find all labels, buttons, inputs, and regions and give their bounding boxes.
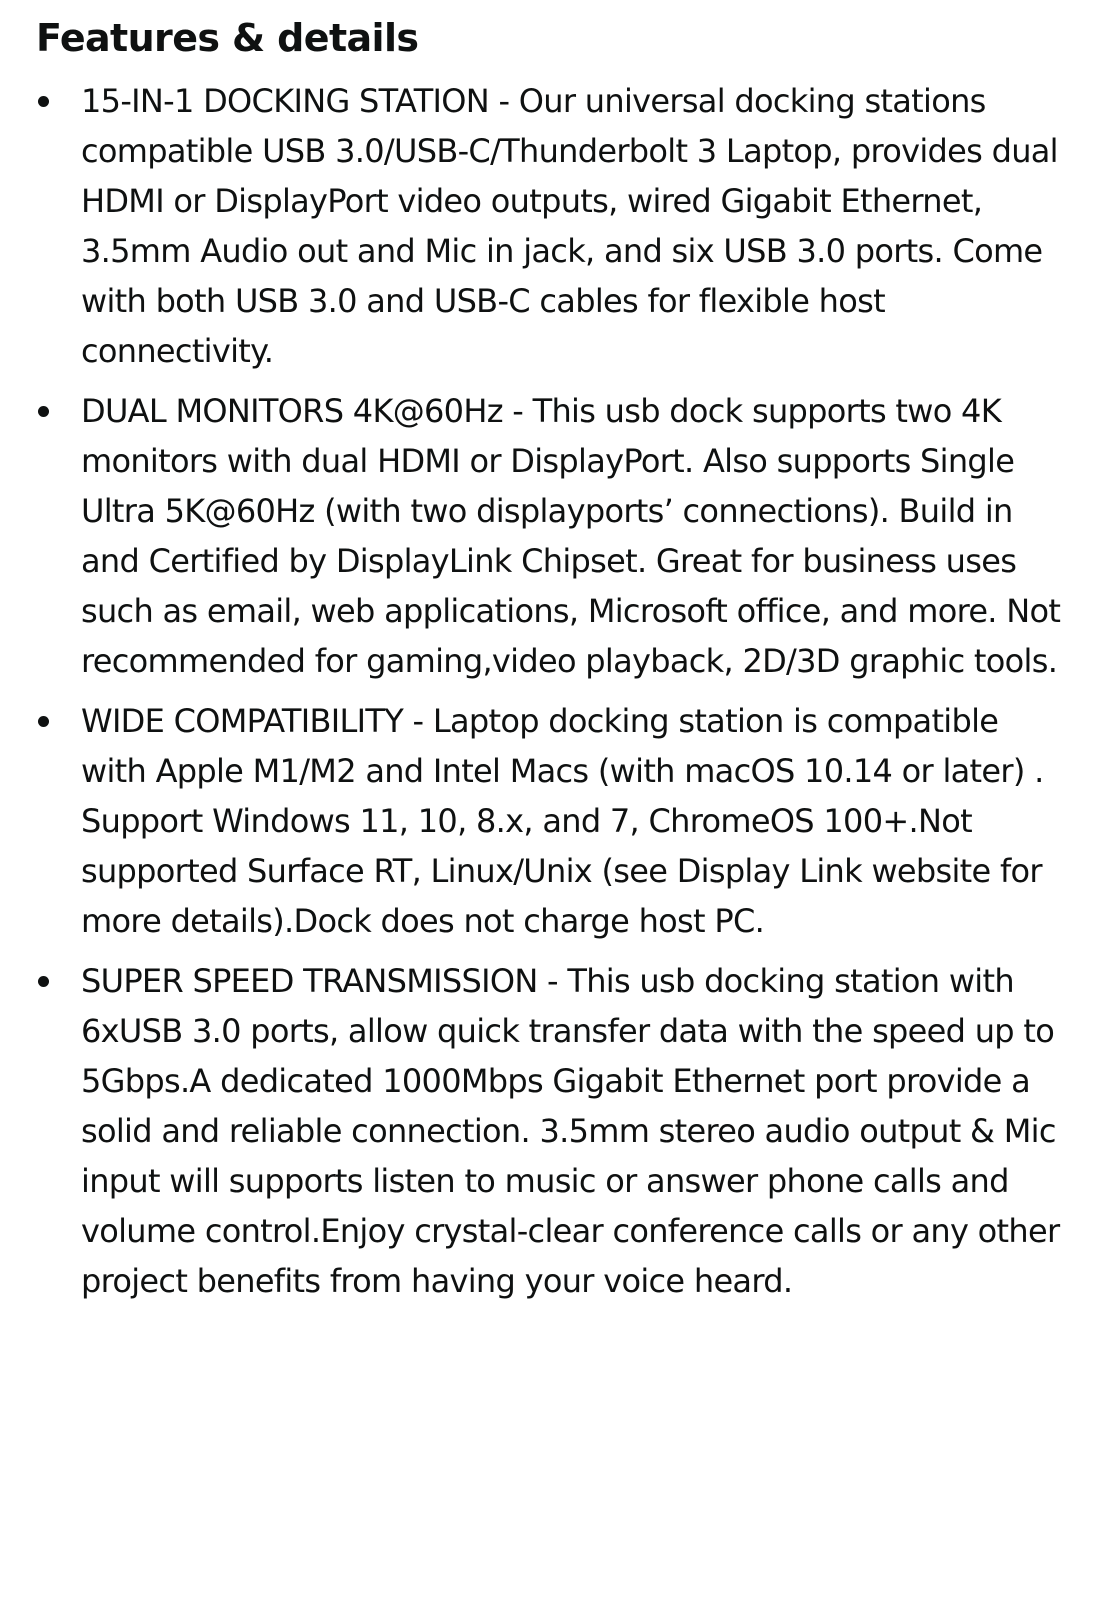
feature-bullet-text: 15-IN-1 DOCKING STATION - Our universal docking stations compatible USB 3.0/USB-C/Thunderbolt 3 Laptop, provides dual HDMI or DisplayPort video outputs, wired Gigabit Ethernet, 3.5mm Audio out and Mic in jack, and six USB 3.0 ports. Come with both USB 3.0 and USB-C cables for flexible host connectivity. xyxy=(81,82,1058,370)
bullet-dot-icon xyxy=(38,96,49,107)
bullet-dot-icon xyxy=(38,976,49,987)
bullet-dot-icon xyxy=(38,406,49,417)
feature-bullet-item xyxy=(36,696,1065,946)
section-title: Features & details xyxy=(36,16,419,60)
feature-bullet-text: DUAL MONITORS 4K@60Hz - This usb dock supports two 4K monitors with dual HDMI or DisplayPort. Also supports Single Ultra 5K@60Hz (with two displayports’ connections). Build in and Certified by DisplayLink Chipset. Great for business uses such as email, web applications, Microsoft office, and more. Not recommended for gaming,video playback, 2D/3D graphic tools. xyxy=(81,392,1061,680)
feature-bullet-list xyxy=(36,76,1065,1306)
feature-bullet-item xyxy=(36,76,1065,376)
feature-bullet-text: WIDE COMPATIBILITY - Laptop docking station is compatible with Apple M1/M2 and Intel Macs (with macOS 10.14 or later) . Support Windows 11, 10, 8.x, and 7, ChromeOS 100+.Not supported Surface RT, Linux/Unix (see Display Link website for more details).Dock does not charge host PC. xyxy=(81,702,1044,940)
bullet-dot-icon xyxy=(38,716,49,727)
feature-bullet-item xyxy=(36,956,1065,1306)
feature-bullet-item xyxy=(36,386,1065,686)
feature-bullet-text: SUPER SPEED TRANSMISSION - This usb docking station with 6xUSB 3.0 ports, allow quick transfer data with the speed up to 5Gbps.A dedicated 1000Mbps Gigabit Ethernet port provide a solid and reliable connection. 3.5mm stereo audio output & Mic input will supports listen to music or answer phone calls and volume control.Enjoy crystal-clear conference calls or any other project benefits from having your voice heard. xyxy=(81,962,1060,1300)
